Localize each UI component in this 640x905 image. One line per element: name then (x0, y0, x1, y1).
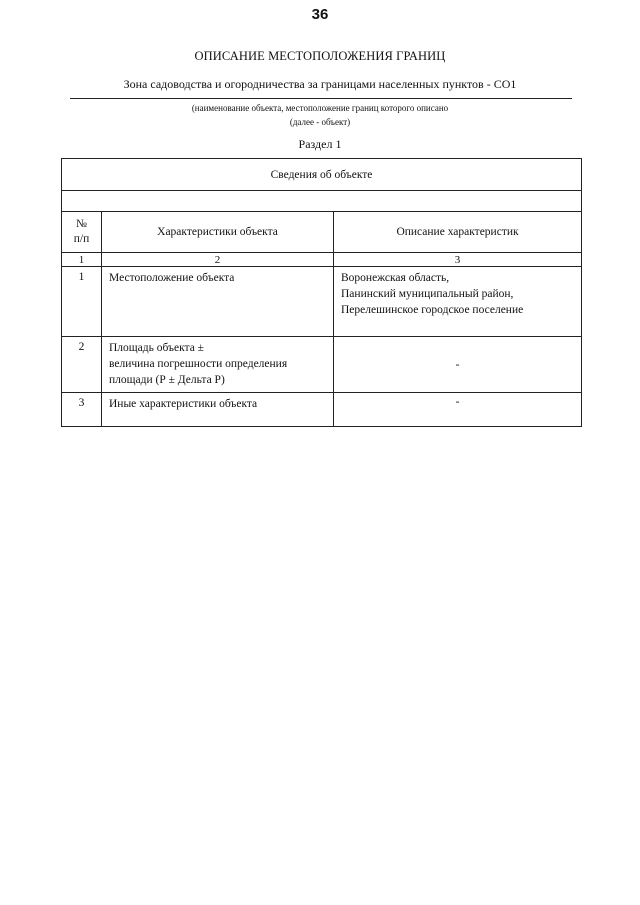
blank-row (62, 191, 582, 212)
row-number: 2 (62, 337, 102, 393)
description-line: Воронежская область, (341, 272, 450, 284)
description-line: Перелешинское городское поселение (341, 304, 524, 316)
column-number-1: 1 (62, 253, 102, 267)
column-header-number-line1: № (76, 218, 87, 230)
characteristic-line: площади (Р ± Дельта Р) (109, 374, 225, 386)
characteristic-line: Площадь объекта ± (109, 342, 204, 354)
object-info-table (61, 158, 582, 427)
row-number: 1 (62, 267, 102, 337)
table-row (62, 337, 582, 393)
table-row (62, 267, 582, 337)
characteristic-line: Иные характеристики объекта (109, 398, 258, 410)
characteristic-line: величина погрешности определения (109, 358, 288, 370)
page-number: 36 (311, 6, 329, 23)
underline-rule (70, 98, 572, 99)
column-header-number (62, 212, 102, 253)
table-row (62, 393, 582, 427)
characteristic-cell (102, 267, 334, 337)
characteristic-cell (102, 393, 334, 427)
description-line: Панинский муниципальный район, (341, 288, 514, 300)
column-number-3: 3 (334, 253, 582, 267)
section-label: Раздел 1 (298, 137, 342, 151)
description-cell (334, 267, 582, 337)
column-header-number-line2: п/п (73, 233, 90, 245)
characteristic-cell (102, 337, 334, 393)
table-header: Сведения об объекте (62, 159, 582, 191)
column-header-description: Описание характеристик (334, 212, 582, 253)
description-cell: - (334, 393, 582, 427)
characteristic-line: Местоположение объекта (109, 272, 235, 284)
object-name: Зона садоводства и огородничества за границами населенных пунктов - СО1 (123, 77, 517, 91)
document-title: ОПИСАНИЕ МЕСТОПОЛОЖЕНИЯ ГРАНИЦ (194, 49, 446, 63)
column-number-2: 2 (102, 253, 334, 267)
caption-line-2: (далее - объект) (289, 117, 351, 127)
row-number: 3 (62, 393, 102, 427)
caption-line-1: (наименование объекта, местоположение границ которого описано (191, 103, 449, 113)
column-header-characteristics: Характеристики объекта (102, 212, 334, 253)
description-cell: - (334, 337, 582, 393)
